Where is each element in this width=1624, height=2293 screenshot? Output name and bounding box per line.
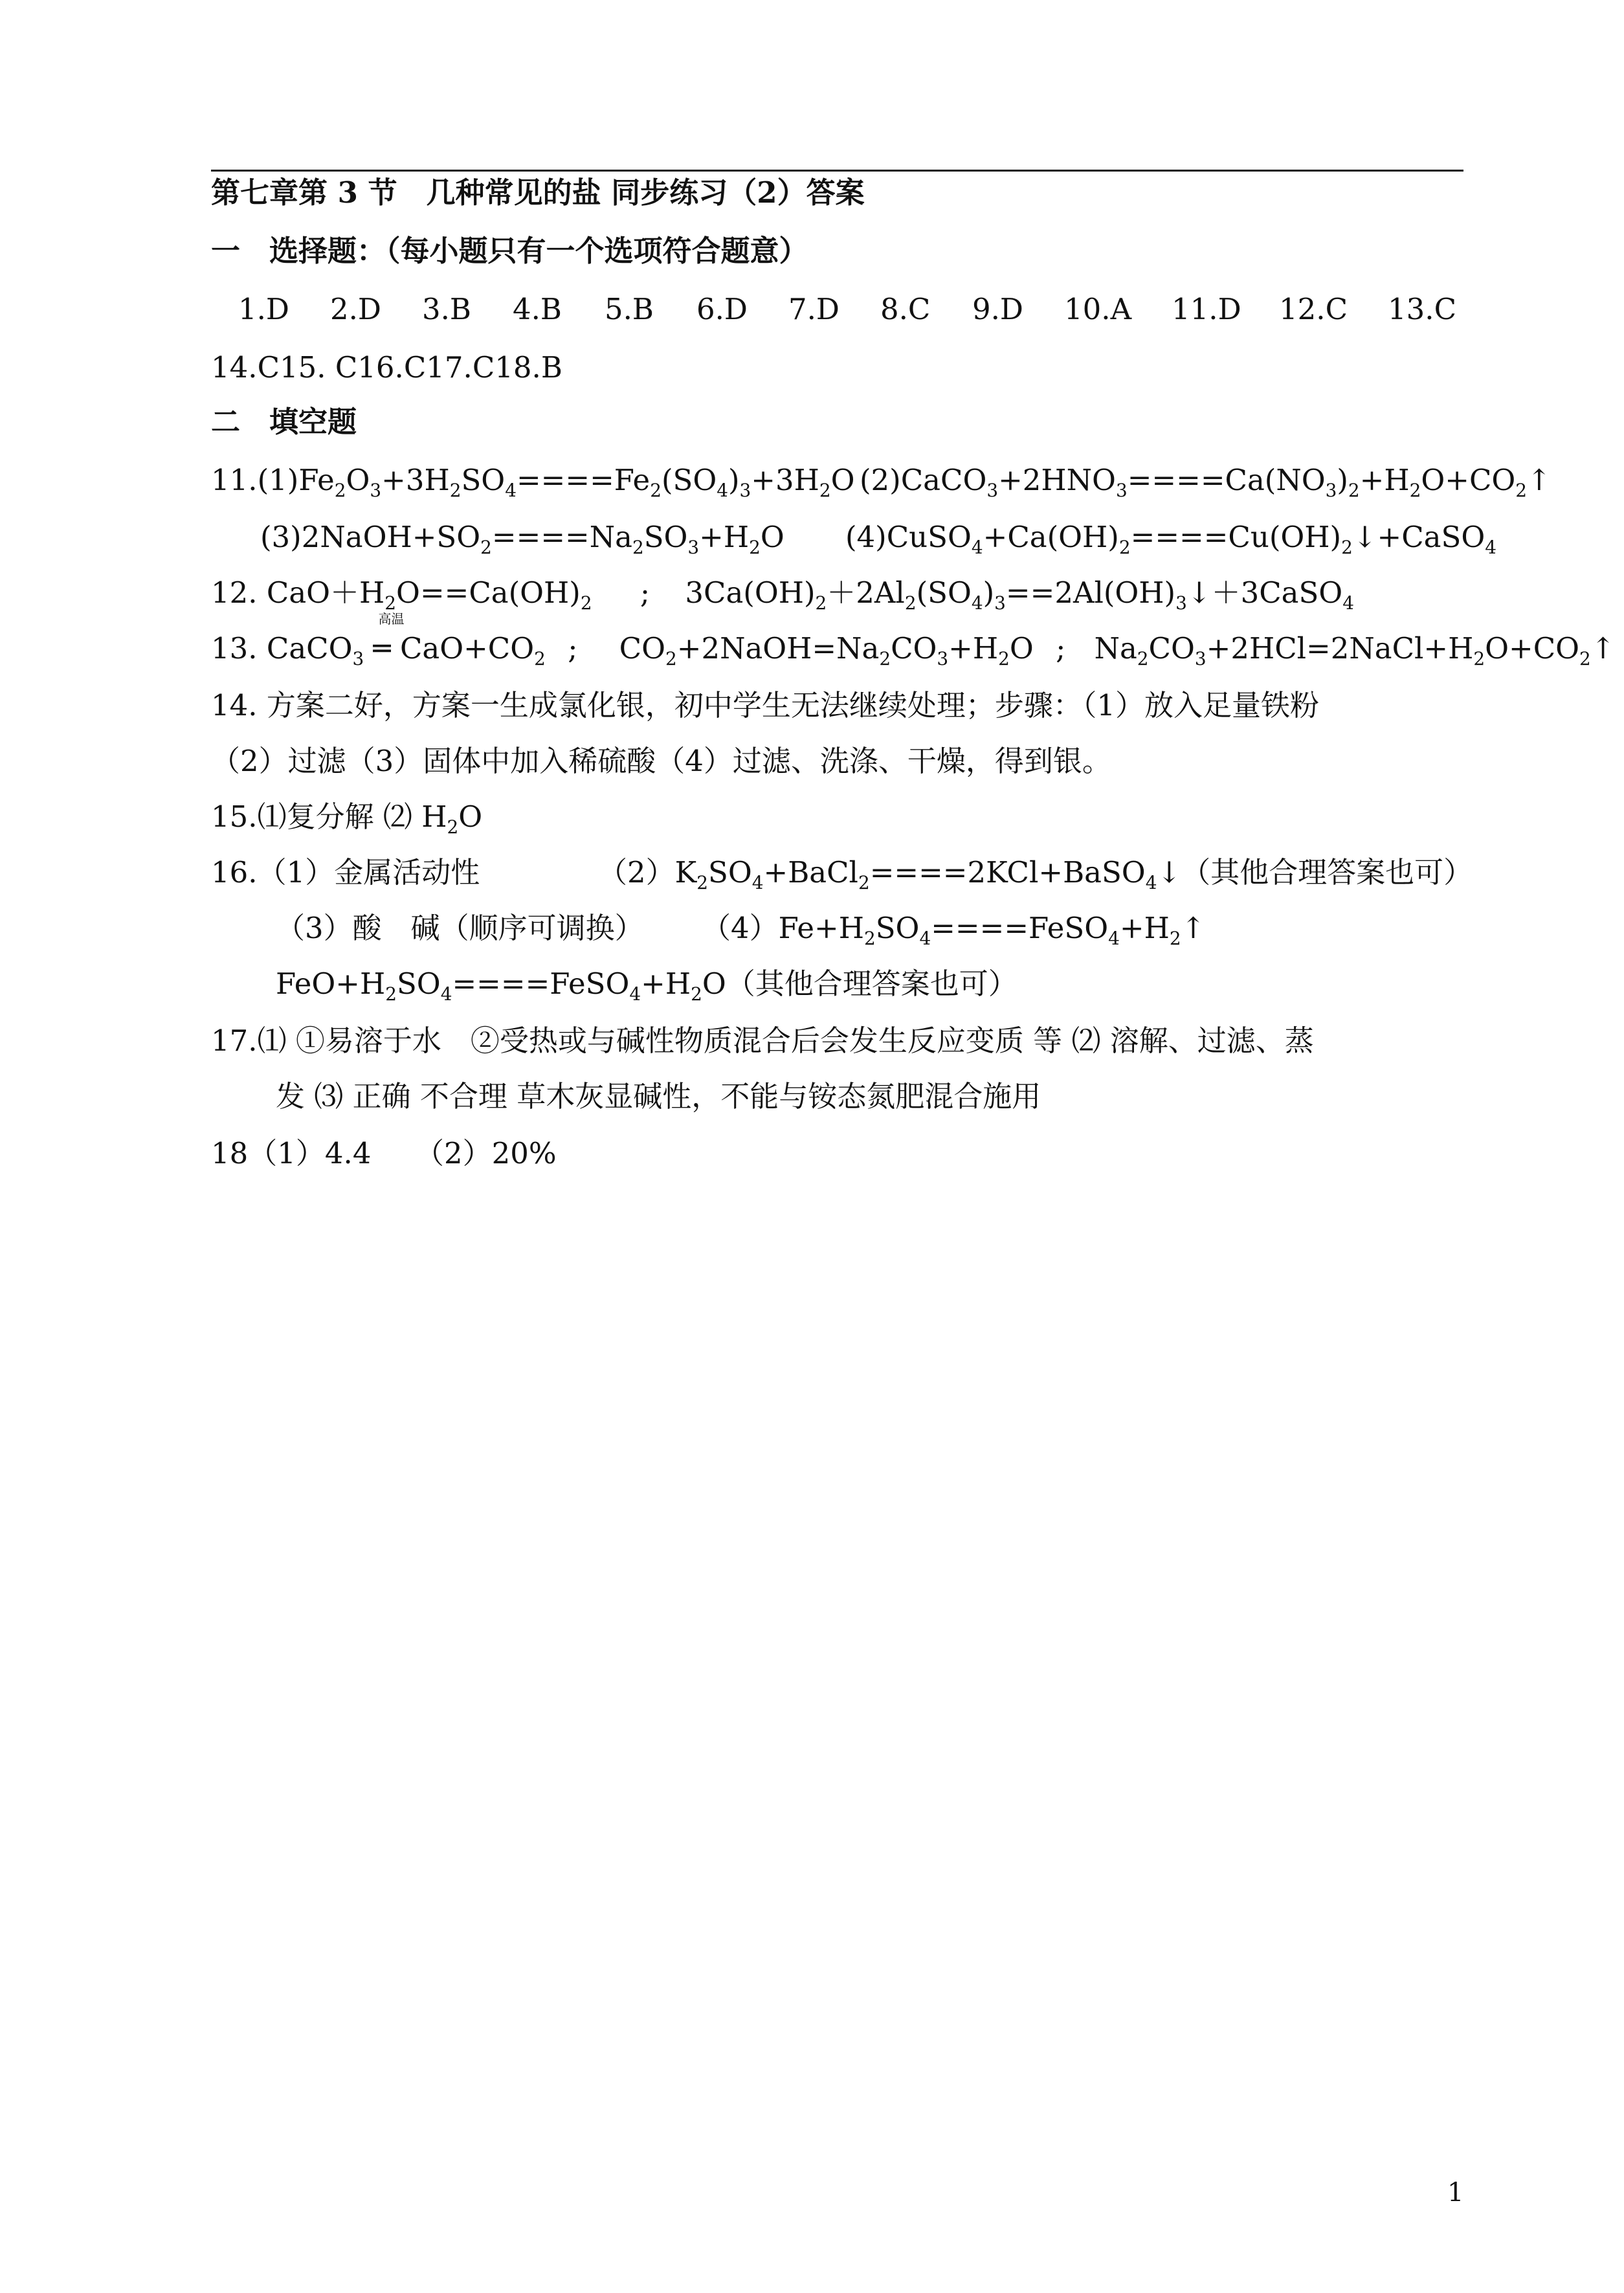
- q16-equation-3: $FeO+H_2SO_4====FeSO_4+H_2O$: [276, 967, 726, 1005]
- section1-heading: 一 选择题：（每小题只有一个选项符合题意）: [211, 234, 808, 268]
- q13-line: [211, 611, 1616, 669]
- q11-part1-label: (1): [257, 463, 299, 497]
- q13-equation-1: CaCO$_3$ 高温 ═ $CaO+CO_2$: [266, 611, 546, 669]
- q16-line2: [276, 909, 644, 948]
- q11-equation-1: $Fe_2O_3+3H_2SO_4====Fe_2(SO_4)_3+3H_2O$: [298, 463, 855, 501]
- answer-item: 1.D: [238, 292, 290, 326]
- q13-equation-3: $Na_2CO_3+2HCl=2NaCl+H_2O+CO_2↑$: [1094, 631, 1616, 669]
- q16-line2b: [702, 909, 1205, 948]
- answer-item: 6.D: [696, 292, 748, 326]
- answer-item: 9.D: [972, 292, 1024, 326]
- answers-row-2: 14.C15. C16.C17.C18.B: [211, 350, 562, 385]
- answer-item: 10.A: [1064, 292, 1132, 326]
- q14-line2: （2）过滤（3）固体中加入稀硫酸（4）过滤、洗涤、干燥，得到银。: [211, 744, 1111, 778]
- q12-equation-1: $CaO+H_2O==Ca(OH)_2$: [266, 576, 592, 614]
- q11-number: 11.: [211, 463, 258, 497]
- q16-equation-1: $K_2SO_4+BaCl_2====2KCl+BaSO_4↓$: [674, 855, 1182, 893]
- q16-equation-2: $Fe+H_2SO_4====FeSO_4+H_2↑$: [778, 911, 1206, 949]
- q12-equation-2: $3Ca(OH)_2+2Al_2(SO_4)_3==2Al(OH)_3↓+3CaSO_4$: [685, 576, 1354, 614]
- answer-item: 4.B: [513, 292, 562, 326]
- q13-separator-1: ;: [568, 631, 578, 666]
- q11-line1: [211, 461, 855, 500]
- q15-text: 15.⑴复分解 ⑵: [211, 800, 422, 834]
- q17-line1: 17.⑴ ①易溶于水 ②受热或与碱性物质混合后会发生反应变质 等 ⑵ 溶解、过滤、蒸: [211, 1023, 1314, 1058]
- answer-item: 3.B: [422, 292, 472, 326]
- page-number: 1: [1447, 2178, 1464, 2208]
- answer-item: 13.C: [1388, 292, 1456, 326]
- q16-line3: [276, 965, 1018, 1003]
- q16-part4-label: （4）: [702, 911, 779, 945]
- q16-note-1: （其他合理答案也可）: [1181, 855, 1473, 889]
- condition-label: 高温: [378, 611, 405, 627]
- q16-line1b: [598, 853, 1473, 892]
- q11-line1b: [860, 461, 1552, 500]
- q16-note-2: （其他合理答案也可）: [726, 967, 1018, 1001]
- page-title: 第七章第 3 节 几种常见的盐 同步练习（2）答案: [211, 175, 865, 210]
- q16-line1: [211, 853, 480, 892]
- answer-item: 5.B: [605, 292, 654, 326]
- q12-line: [211, 574, 1354, 612]
- q11-equation-3: $2NaOH+SO_2====Na_2SO_3+H_2O$: [301, 520, 784, 558]
- answer-item: 12.C: [1279, 292, 1348, 326]
- q11-equation-2: $CaCO_3+2HNO_3====Ca(NO_3)_2+H_2O+CO_2↑$: [900, 463, 1552, 501]
- q11-part3-label: (3): [260, 520, 302, 554]
- q15-formula: $H_2O$: [421, 800, 483, 838]
- q16-part3: （3）酸 碱（顺序可调换）: [276, 911, 644, 945]
- q13-separator-2: ;: [1056, 631, 1066, 666]
- answer-item: 2.D: [330, 292, 382, 326]
- answer-item: 11.D: [1172, 292, 1241, 326]
- q11-part2-label: (2): [860, 463, 901, 497]
- q16-part1: 16.（1）金属活动性: [211, 855, 480, 889]
- answer-item: 7.D: [788, 292, 840, 326]
- q17-line2: 发 ⑶ 正确 不合理 草木灰显碱性，不能与铵态氮肥混合施用: [276, 1079, 1041, 1113]
- q12-separator: ;: [640, 576, 651, 610]
- q15-line: [211, 798, 482, 836]
- q11-line2: [260, 518, 784, 557]
- q11-equation-4: $CuSO_4+Ca(OH)_2====Cu(OH)_2↓+CaSO_4$: [886, 520, 1496, 558]
- q12-number: 12.: [211, 576, 258, 610]
- section2-heading: 二 填空题: [211, 405, 357, 439]
- q11-part4-label: (4): [845, 520, 887, 554]
- q16-part2-label: （2）: [598, 855, 675, 889]
- header-rule: [211, 170, 1463, 172]
- answer-item: 8.C: [880, 292, 931, 326]
- q13-equation-2: $CO_2+2NaOH=Na_2CO_3+H_2O$: [619, 631, 1034, 669]
- q11-line2b: [845, 518, 1496, 557]
- reaction-condition: 高温 ═: [373, 611, 405, 666]
- q14-line1: 14. 方案二好，方案一生成氯化银，初中学生无法继续处理；步骤：（1）放入足量铁粉: [211, 688, 1320, 722]
- q18-line: 18（1）4.4 （2）20%: [211, 1136, 557, 1170]
- q13-number: 13.: [211, 631, 258, 666]
